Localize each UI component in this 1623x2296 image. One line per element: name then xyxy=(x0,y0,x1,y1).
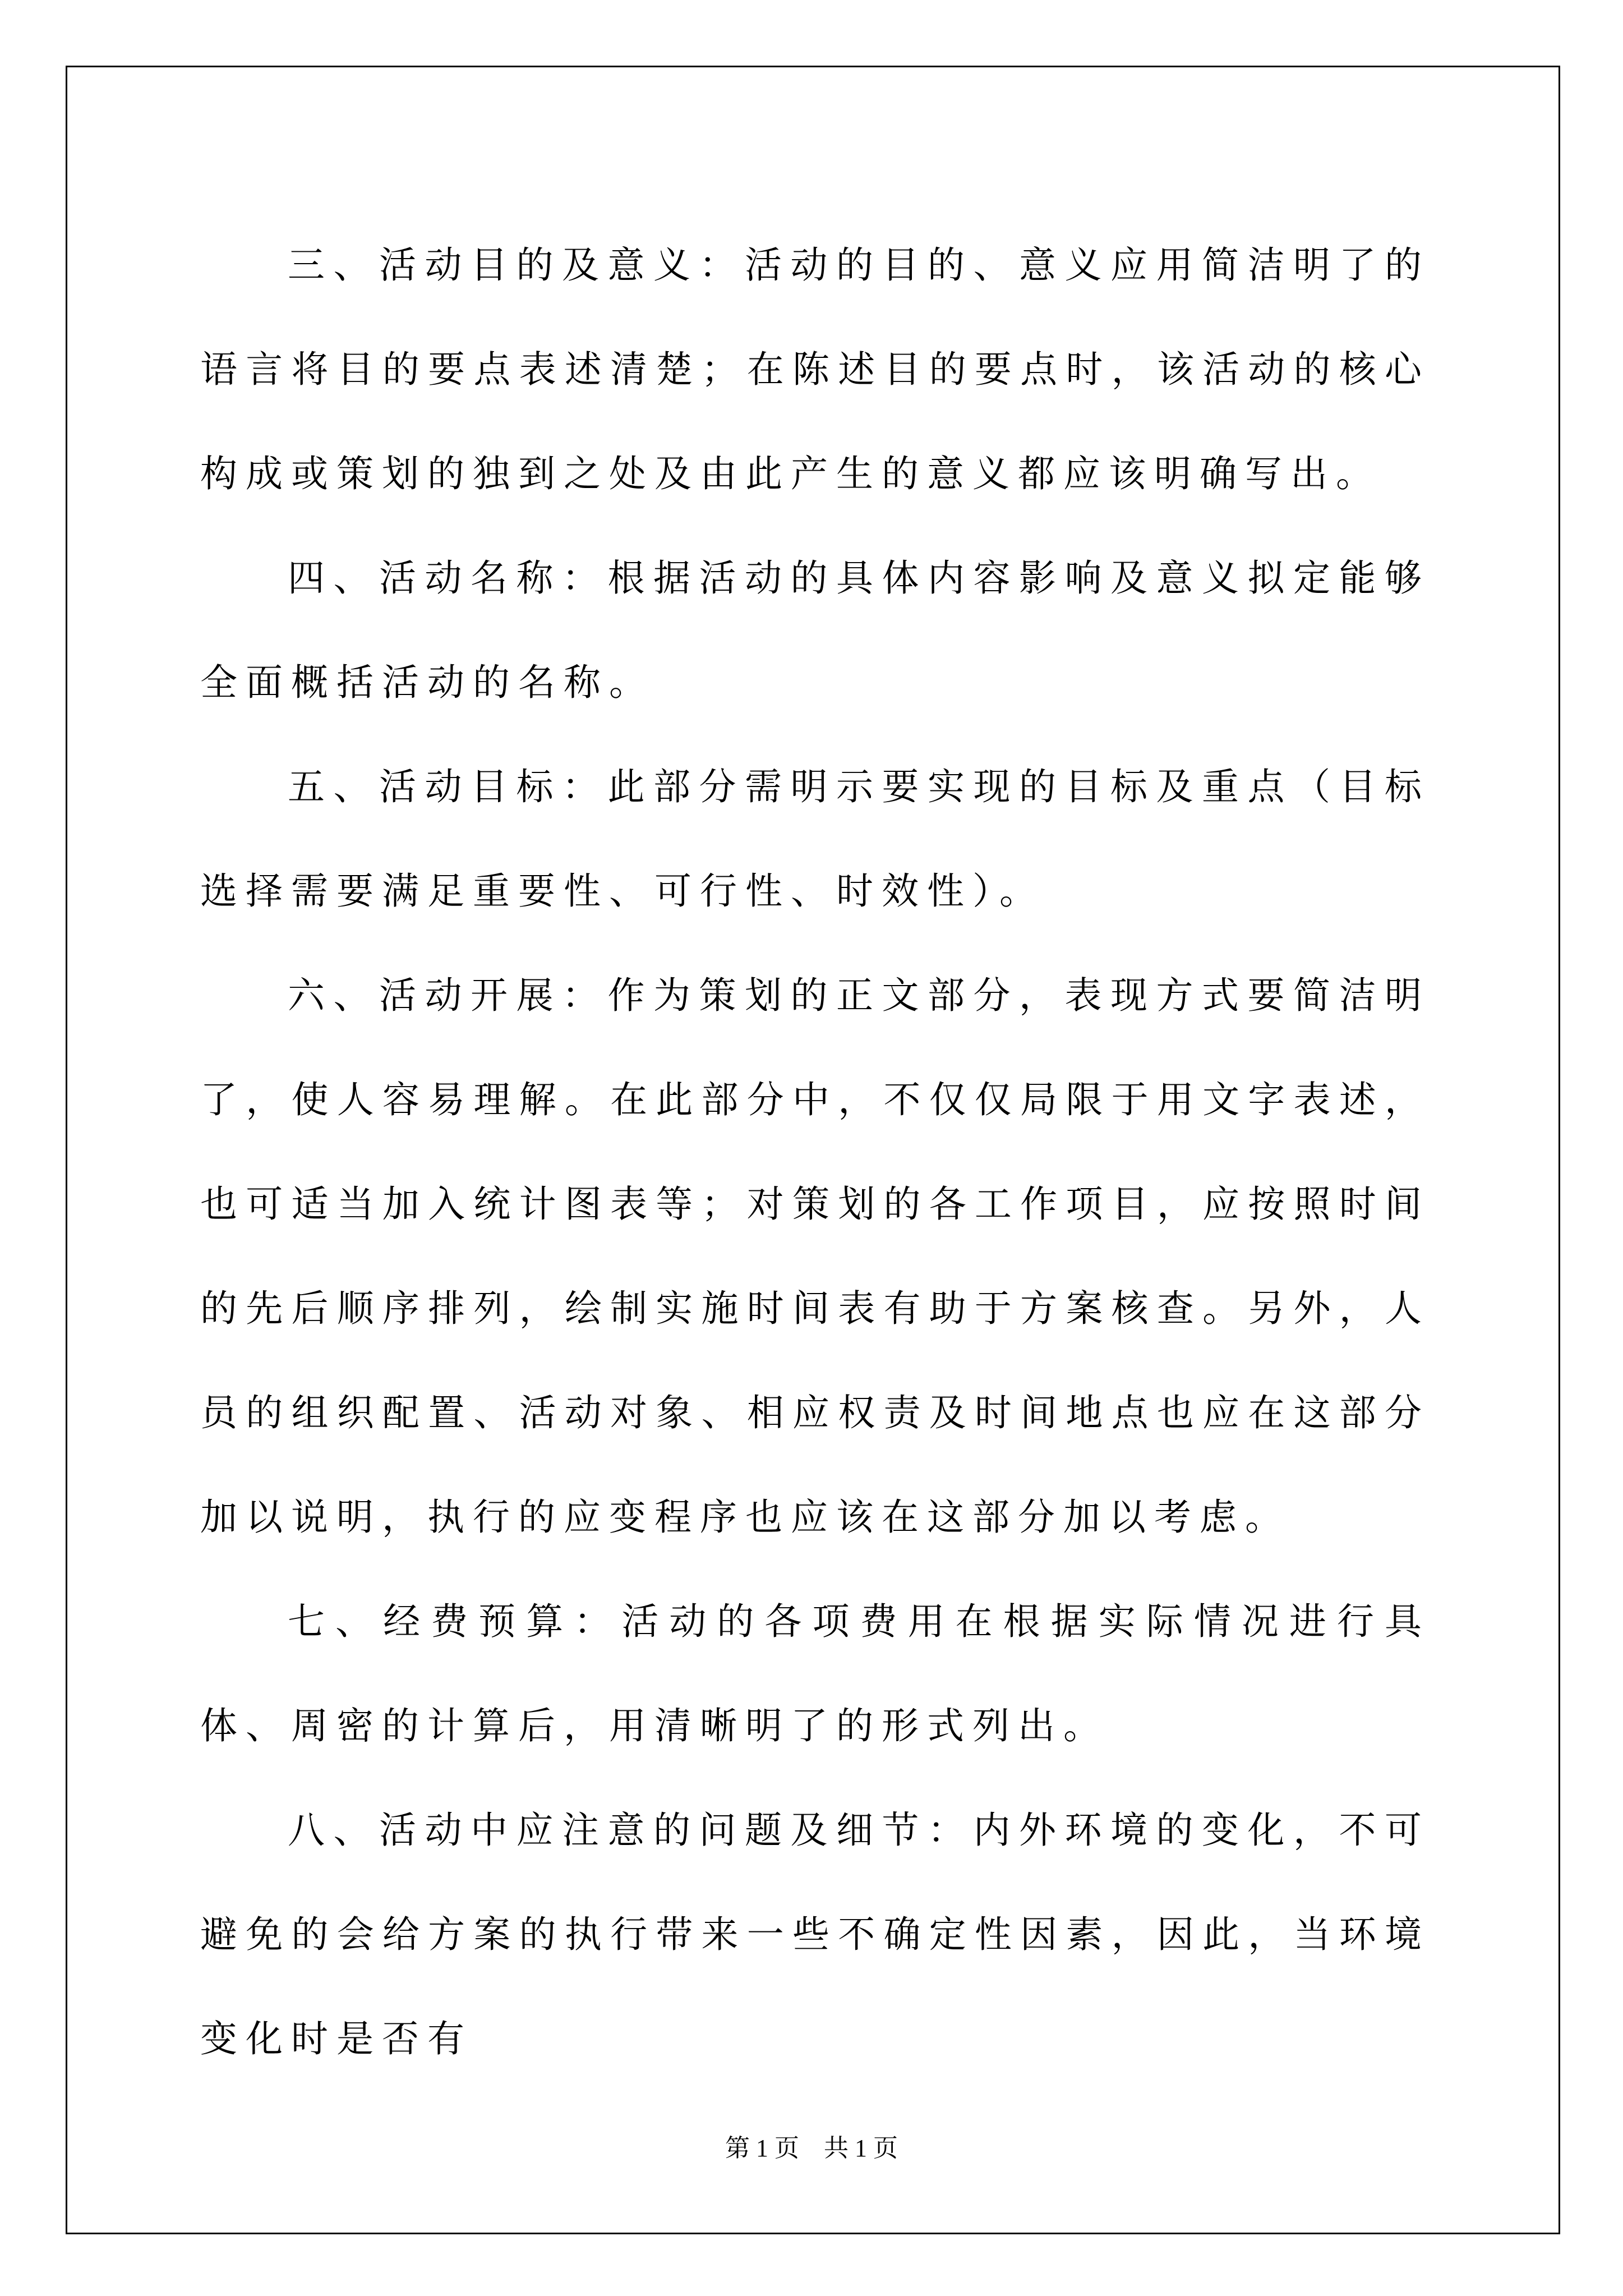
document-body xyxy=(200,213,1430,2091)
paragraph-execution: 六、活动开展：作为策划的正文部分，表现方式要简洁明了，使人容易理解。在此部分中，不仅仅局限于用文字表述，也可适当加入统计图表等；对策划的各工作项目，应按照时间的先后顺序排列，绘制实施时间表有助于方案核查。另外，人员的组织配置、活动对象、相应权责及时间地点也应在这部分加以说明，执行的应变程序也应该在这部分加以考虑。 xyxy=(200,974,1430,1539)
paragraph-name: 四、活动名称：根据活动的具体内容影响及意义拟定能够全面概括活动的名称。 xyxy=(200,556,1430,704)
paragraph-budget: 七、经费预算：活动的各项费用在根据实际情况进行具体、周密的计算后，用清晰明了的形式列出。 xyxy=(200,1600,1430,1747)
paragraph-goals: 五、活动目标：此部分需明示要实现的目标及重点（目标选择需要满足重要性、可行性、时效性）。 xyxy=(200,765,1430,913)
paragraph-purpose: 三、活动目的及意义：活动的目的、意义应用简洁明了的语言将目的要点表述清楚；在陈述目的要点时，该活动的核心构成或策划的独到之处及由此产生的意义都应该明确写出。 xyxy=(200,243,1430,495)
paragraph-notes: 八、活动中应注意的问题及细节：内外环境的变化，不可避免的会给方案的执行带来一些不确定性因素，因此，当环境变化时是否有 xyxy=(200,1809,1430,2060)
page-number-footer: 第 1 页 共 1 页 xyxy=(725,2134,898,2162)
